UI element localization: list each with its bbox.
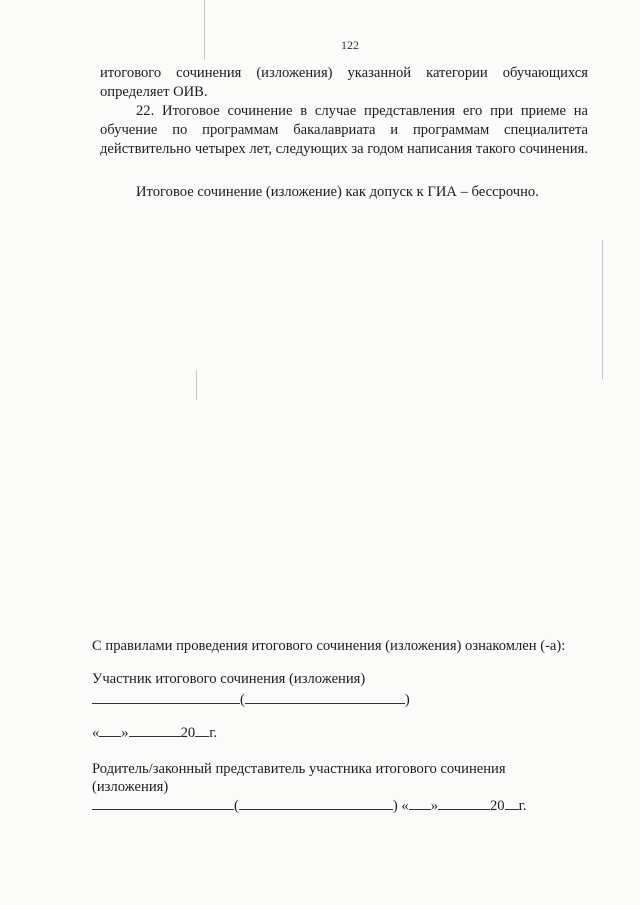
participant-signature-line [92, 689, 612, 709]
parent-open-paren: ( [234, 798, 239, 814]
year-blank[interactable] [195, 722, 209, 737]
close-paren: ) [404, 692, 410, 708]
parent-signature-blank[interactable] [92, 795, 234, 810]
paragraph-gia-admission: Итоговое сочинение (изложение) как допуск к ГИА – бессрочно. [136, 184, 539, 200]
month-blank[interactable] [129, 722, 181, 737]
scan-artifact [196, 370, 197, 400]
participant-label: Участник итогового сочинения (изложения) [92, 671, 366, 687]
parent-day-blank[interactable] [409, 795, 431, 810]
day-blank[interactable] [99, 722, 121, 737]
signature-blank[interactable] [92, 689, 240, 704]
parent-year-prefix: 20 [490, 798, 505, 814]
open-paren: ( [240, 692, 245, 708]
parent-name-blank[interactable] [239, 795, 393, 810]
parent-signature-line [92, 795, 612, 815]
paragraph-continuation: итогового сочинения (изложения) указанной категории обучающихся определяет ОИВ. [100, 65, 588, 100]
parent-date-open-quote: « [401, 798, 409, 814]
paragraph-22: 22. Итоговое сочинение в случае представления его при приеме на обучение по программам бакалавриата и программам специалитета действительно четырех лет, следующих за годом написания такого сочинения. [100, 103, 588, 157]
year-prefix: 20 [180, 725, 196, 741]
date-open-quote: « [92, 725, 100, 741]
date-close-quote: » [121, 725, 129, 741]
parent-close-paren: ) [392, 798, 398, 814]
scan-artifact [602, 240, 603, 380]
parent-label: Родитель/законный представитель участника итогового сочинения (изложения) [92, 761, 506, 795]
parent-year-blank[interactable] [505, 795, 519, 810]
page-number: 122 [341, 38, 359, 52]
familiarization-statement: С правилами проведения итогового сочинения (изложения) ознакомлен (-а): [92, 638, 566, 654]
name-blank[interactable] [245, 689, 405, 704]
year-suffix: г. [209, 725, 218, 741]
parent-date-close-quote: » [430, 798, 438, 814]
parent-month-blank[interactable] [438, 795, 490, 810]
participant-date-line [92, 722, 612, 742]
parent-year-suffix: г. [518, 798, 527, 814]
